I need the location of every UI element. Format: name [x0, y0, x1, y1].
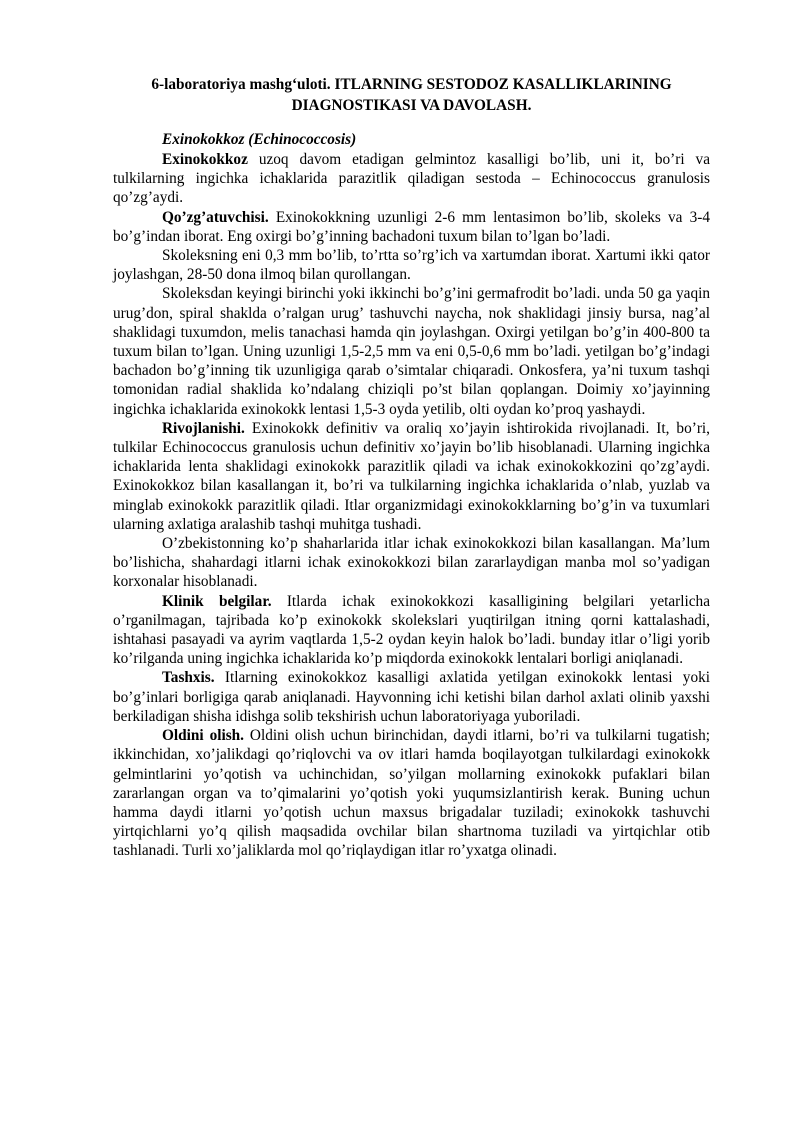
- paragraph-prevention: [113, 726, 710, 860]
- paragraph-development: [113, 419, 710, 534]
- paragraph-clinical-signs: [113, 592, 710, 669]
- paragraph-text: O’zbekistonning ko’p shaharlarida itlar ichak exinokokkozi bilan kasallangan. Ma’lum bo’lishicha, shahardagi itlarni ichak exinokokkozi bilan zararlaydigan manba mol so’yadigan korxonalar hisoblanadi.: [113, 535, 710, 591]
- paragraph-diagnosis: [113, 668, 710, 726]
- paragraph-uzbekistan: [113, 534, 710, 592]
- paragraph-term: Tashxis.: [162, 669, 215, 687]
- paragraph-text: Itlarda ichak exinokokkozi kasalligining belgilari yetarlicha o’rganilmagan, tajribada ko’p exinokokk skolekslari yuqtirilgan itning qorni kattalashadi, ishtahasi pasayadi va ayrim vaqtlarda 1,5-2 oydan keyin halok bo’ladi. bunday itlar o’ligi yorib ko’rilganda uning ingichka ichaklarida ko’p miqdorda exinokokk lentalari borligi aniqlanadi.: [113, 592, 710, 668]
- paragraph-definition: [113, 150, 710, 208]
- paragraph-term: Klinik belgilar.: [162, 592, 272, 610]
- paragraph-text: Itlarning exinokokkoz kasalligi axlatida yetilgan exinokokk lentasi yoki bo’g’inlari borligiga qarab aniqlanadi. Hayvonning ichi ketishi bilan darhol axlati olinib yaxshi berkiladigan shisha idishga solib tekshirish uchun laboratoriyaga yuboriladi.: [113, 669, 710, 725]
- paragraph-term: Qo’zg’atuvchisi.: [162, 208, 269, 226]
- paragraph-term: Rivojlanishi.: [162, 419, 245, 437]
- paragraph-text: uzoq davom etadigan gelmintoz kasalligi bo’lib, uni it, bo’ri va tulkilarning ingichka ichaklarida parazitlik qiladigan sestoda – Echinococcus granulosis qo’zg’aydi.: [113, 151, 710, 207]
- title-line-1: 6-laboratoriya mashg‘uloti. ITLARNING SESTODOZ KASALLIKLARINING: [151, 76, 672, 93]
- paragraph-scolex: [113, 246, 710, 284]
- paragraph-segments: [113, 284, 710, 418]
- paragraph-text: Exinokokkning uzunligi 2-6 mm lentasimon bo’lib, skoleks va 3-4 bo’g’indan iborat. Eng oxirgi bo’g’inning bachadoni tuxum bilan to’lgan bo’ladi.: [113, 208, 710, 245]
- paragraph-text: Exinokokk definitiv va oraliq xo’jayin ishtirokida rivojlanadi. It, bo’ri, tulkilar Echinococcus granulosis uchun definitiv xo’jayin bo’lib hisoblanadi. Ularning ingichka ichaklarida lenta shaklidagi exinokokk parazitlik qiladi va ichak exinokokkozini qo’zg’aydi. Exinokokkoz bilan kasallangan it, bo’ri va tulkilarning ingichka ichaklarida o’nlab, yuzlab va minglab exinokokk parazitlik qiladi. Itlar organizmidagi exinokokklarning bo’g’in va tuxumlari ularning axlatiga aralashib tashqi muhitga tushadi.: [113, 419, 710, 533]
- section-subheading: Exinokokkoz (Echinococcosis): [162, 131, 357, 148]
- paragraph-text: Skoleksning eni 0,3 mm bo’lib, to’rtta so’rg’ich va xartumdan iborat. Xartumi ikki qator joylashgan, 28-50 dona ilmoq bilan qurollangan.: [113, 247, 710, 284]
- paragraph-pathogen: [113, 208, 710, 246]
- document-page: [113, 74, 710, 861]
- paragraph-term: Exinokokkoz: [162, 151, 248, 168]
- paragraph-term: Oldini olish.: [162, 727, 244, 745]
- title-line-2: DIAGNOSTIKASI VA DAVOLASH.: [291, 97, 532, 114]
- document-title: [113, 74, 710, 116]
- paragraph-text: Oldini olish uchun birinchidan, daydi itlarni, bo’ri va tulkilarni tugatish; ikkinchidan, xo’jalikdagi qo’riqlovchi va ov itlari hamda boqilayotgan tulkilardagi exinokokk gelmintlarini yo’qotish va uchinchidan, so’yilgan mollarning exinokokk pufaklari bilan zararlangan organ va to’qimalarini yo’qotish yoki yuqumsizlantirish kerak. Buning uchun hamma daydi itlarni yo’qotish uchun maxsus brigadalar tuziladi; exinokokk tashuvchi yirtqichlarni yo’q qilish maqsadida ovchilar bilan shartnoma tuziladi va yirtqichlar otib tashlanadi. Turli xo’jaliklarda mol qo’riqlaydigan itlar ro’yxatga olinadi.: [113, 727, 710, 860]
- paragraph-text: Skoleksdan keyingi birinchi yoki ikkinchi bo’g’ini germafrodit bo’ladi. unda 50 ga yaqin urug’don, spiral shaklda o’ralgan urug’ tashuvchi naycha, nok shaklidagi jinsiy bursa, nag’al shaklidagi tuxumdon, melis tanachasi hamda qin joylashgan. Oxirgi yetilgan bo’g’in 400-800 ta tuxum bilan to’lgan. Uning uzunligi 1,5-2,5 mm va eni 0,5-0,6 mm bo’ladi. yetilgan bo’g’indagi bachadon bo’g’inning tik uzunligiga qarab o’simtalar chiqaradi. Onkosfera, ya’ni tuxum tashqi tomonidan radial shaklida ko’ndalang chiziqli po’st bilan qoplangan. Doimiy xo’jayinning ingichka ichaklarida exinokokk lentasi 1,5-3 oyda yetilib, olti oydan ko’proq yashaydi.: [113, 285, 710, 418]
